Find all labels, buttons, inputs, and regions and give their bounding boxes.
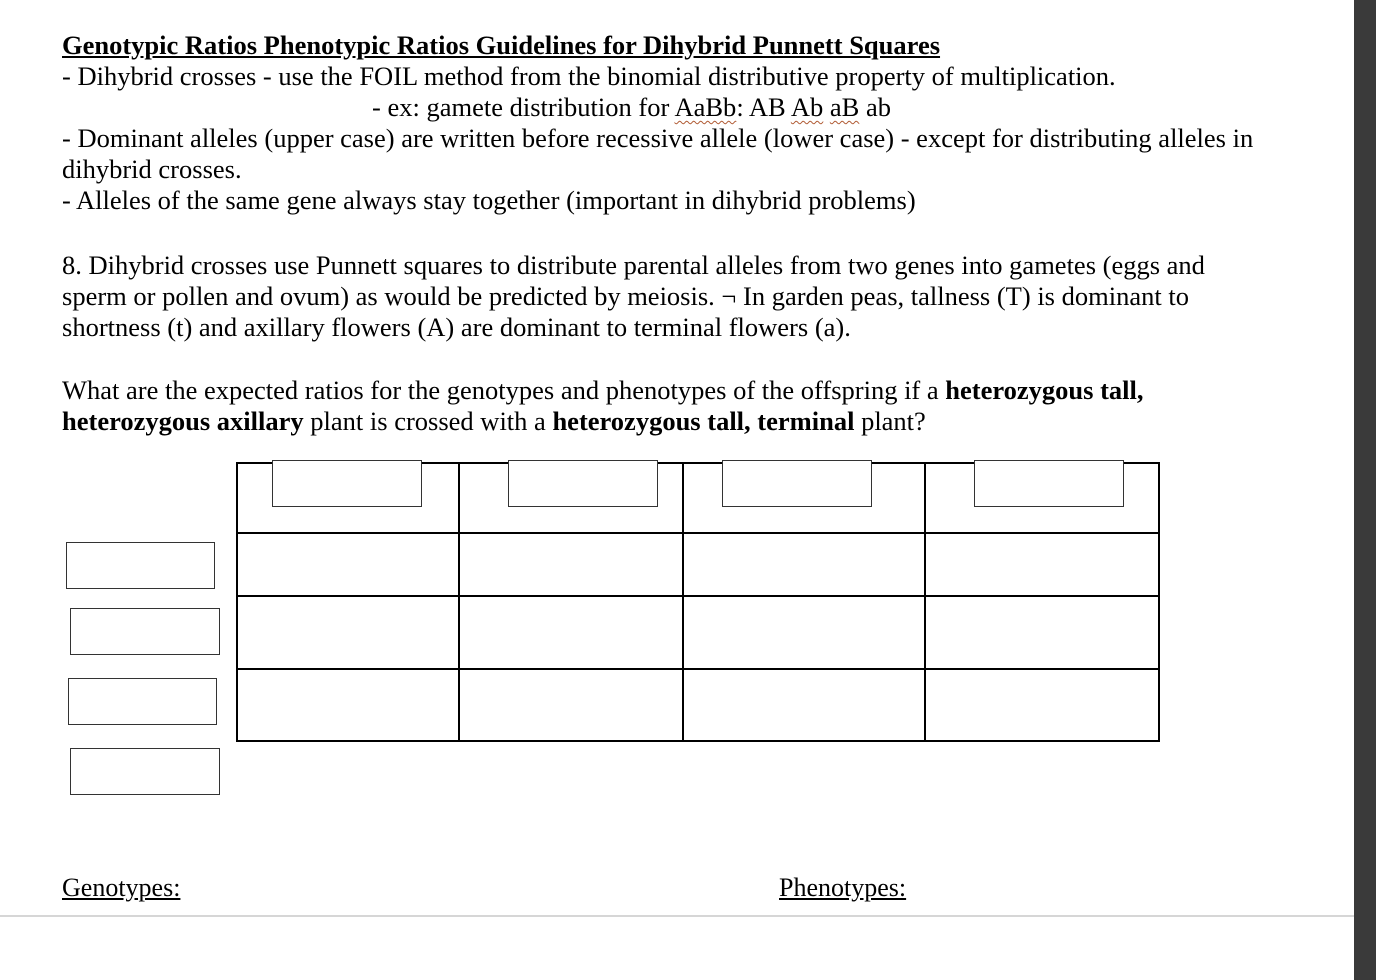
guideline-dominant-line2: dihybrid crosses. (62, 154, 242, 184)
example-genotype: AaBb (674, 92, 737, 122)
punnett-cell[interactable] (925, 596, 1159, 669)
vertical-scrollbar[interactable] (1354, 0, 1376, 980)
guideline-foil: - Dihybrid crosses - use the FOIL method from the binomial distributive property of multiplication. (62, 61, 1116, 91)
gamete-box-left-1[interactable] (66, 542, 215, 589)
gamete-ab-upper: AB (748, 92, 786, 122)
gamete-box-left-2[interactable] (70, 608, 220, 655)
prompt-line2: heterozygous axillary plant is crossed with a heterozygous tall, terminal plant? (62, 406, 926, 436)
punnett-cell[interactable] (237, 533, 459, 596)
punnett-cell[interactable] (683, 596, 925, 669)
punnett-cell[interactable] (459, 596, 683, 669)
page-title: Genotypic Ratios Phenotypic Ratios Guidelines for Dihybrid Punnett Squares (62, 30, 941, 60)
prompt-line1: What are the expected ratios for the genotypes and phenotypes of the offspring if a heterozygous tall, (62, 375, 1144, 405)
punnett-cell[interactable] (237, 596, 459, 669)
gamete-box-top-3[interactable] (722, 460, 872, 507)
genotypes-label: Genotypes: (62, 873, 181, 902)
punnett-cell[interactable] (925, 669, 1159, 741)
guideline-alleles-together: - Alleles of the same gene always stay together (important in dihybrid problems) (62, 185, 916, 215)
punnett-cell[interactable] (683, 669, 925, 741)
phenotypes-label: Phenotypes: (779, 873, 907, 902)
guideline-dominant-line1: - Dominant alleles (upper case) are written before recessive allele (lower case) - except for distributing alleles in (62, 123, 1254, 153)
page-bottom-divider (0, 915, 1354, 917)
punnett-cell[interactable] (925, 533, 1159, 596)
guideline-example: - ex: gamete distribution for AaBb: AB Ab aB ab (372, 92, 891, 122)
gamete-box-left-4[interactable] (70, 748, 220, 795)
punnett-cell[interactable] (459, 533, 683, 596)
gamete-box-top-1[interactable] (272, 460, 422, 507)
gamete-box-top-2[interactable] (508, 460, 658, 507)
question-8-line1: 8. Dihybrid crosses use Punnett squares to distribute parental alleles from two genes into gametes (eggs and (62, 250, 1205, 280)
punnett-cell[interactable] (459, 669, 683, 741)
gamete-box-top-4[interactable] (974, 460, 1124, 507)
gamete-ab-lower-upper: aB (829, 92, 860, 122)
gamete-ab-lower: ab (865, 92, 891, 122)
question-8-line3: shortness (t) and axillary flowers (A) are dominant to terminal flowers (a). (62, 312, 851, 342)
gamete-box-left-3[interactable] (68, 678, 217, 725)
question-8-line2: sperm or pollen and ovum) as would be predicted by meiosis. ¬ In garden peas, tallness (T) is dominant to (62, 281, 1189, 311)
punnett-cell[interactable] (237, 669, 459, 741)
punnett-cell[interactable] (683, 533, 925, 596)
gamete-ab-mixed: Ab (790, 92, 824, 122)
